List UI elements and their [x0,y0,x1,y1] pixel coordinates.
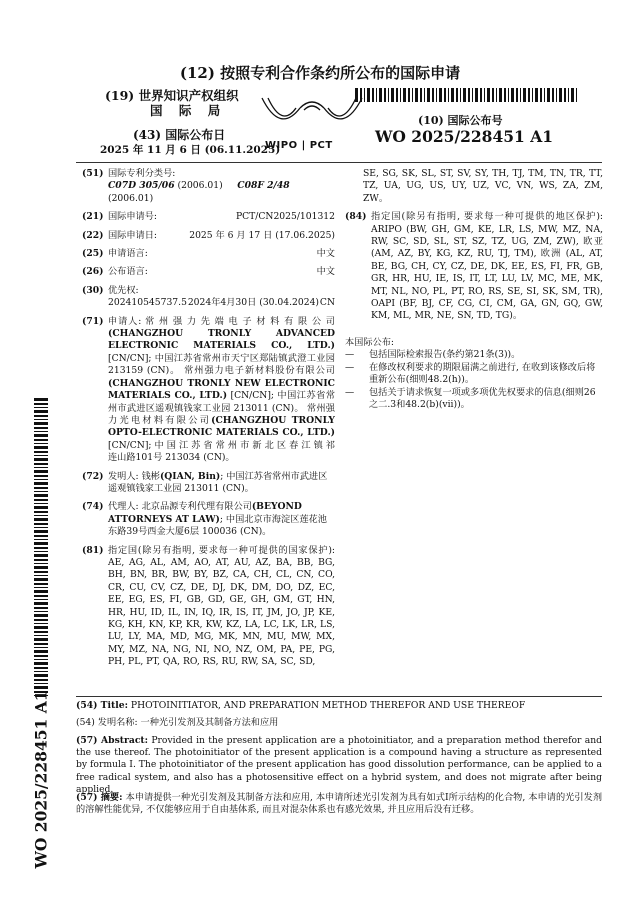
field-21: (21) 国际申请号: PCT/CN2025/101312 [82,211,335,223]
title-zh: (54) 发明名称: 一种光引发剂及其制备方法和应用 [76,717,279,728]
published-item: — 包括关于请求恢复一项或多项优先权要求的信息(细则26之二.3和48.2(b)(vii))。 [345,386,596,410]
field-30: (30) 优先权: 202410545737.5 2024年4月30日 (30.04.2024) CN [82,284,335,309]
document-title: (12) 按照专利合作条约所公布的国际申请 [179,64,461,82]
bottom-divider [76,696,602,697]
wipo-pct-logo-text: WIPO | PCT [265,140,333,151]
field-84-regional-states: (84) 指定国(除另有指明, 要求每一种可提供的地区保护): ARIPO (BW, GH, GM, KE, LR, LS, MW, MZ, NA, RW, SC, SD, SL, ST, SZ, TZ, UG, ZM, ZW), 欧亚 (AM, AZ, BY, KG, KZ, RU, TJ, TM), 欧洲 (AL, AT, BE, BG, CH, CY, CZ, DE, DK, EE, ES, FI, FR, GB, GR, HR, HU, IE, IS, IT, LT, LU, LV, MC, ME, MK, MT, NL, NO, PL, PT, RO, RS, SE, SI, SK, SM, TR), OAPI (BF, BJ, CF, CG, CI, CM, GA, GN, GQ, GW, KM, ML, MR, NE, SN, TD, TG)。 [345,211,603,322]
wipo-logo-icon [260,94,364,138]
side-publication-number: WO 2025/228451 A1 [31,690,51,869]
barcode-top-icon [355,88,577,102]
published-item: — 在修改权利要求的期限届满之前进行, 在收到该修改后将重新公布(细则48.2(h))。 [345,361,596,386]
field-74-agent: (74) 代理人: 北京品源专利代理有限公司(BEYOND ATTORNEYS AT LAW); 中国北京市海淀区莲花池东路39号西金大厦6层 100036 (CN)。 [82,501,327,538]
right-column [345,168,603,411]
organization-bureau: 国 际 局 [150,103,227,118]
abstract-en: (57) Abstract: Provided in the present application are a photoinitiator, and a preparation method therefor and the use thereof. The photoinitiator of the present application is a compound having a structure as represented by formula I. The photoinitiator of the present application has good dissolution performance, can be applied to a free radical system, and also has a photosensitive effect on a hybrid system, and does not migrate after being applied. [76,735,602,795]
field-51: (51) 国际专利分类号: C07D 305/06 (2006.01) C08F 2/48 (2006.01) [82,168,290,204]
abstract-zh: (57) 摘要: 本申请提供一种光引发剂及其制备方法和应用, 本申请所述光引发剂为具有如式I所示结构的化合物, 本申请的光引发剂的溶解性能优异, 不仅能够应用于自由基体系, 而且对混杂体系也有感光效果, 并且应用后没有迁移。 [76,792,603,816]
field-72-inventor: (72) 发明人: 钱彬(QIAN, Bin); 中国江苏省常州市武进区遥观镇钱家工业园 213011 (CN)。 [82,470,328,494]
side-barcode-icon [34,398,48,698]
field-81-continued: SE, SG, SK, SL, ST, SV, SY, TH, TJ, TM, TN, TR, TT, TZ, UA, UG, US, UY, UZ, VC, VN, WS, ZA, ZM, ZW。 [363,168,603,204]
publication-number-label: (10) 国际公布号 [418,114,503,127]
publication-number: WO 2025/228451 A1 [375,127,554,146]
header-divider [76,162,602,163]
left-column [82,168,335,672]
field-26: (26) 公布语言: 中文 [82,266,335,278]
organization-name: (19) 世界知识产权组织 [105,88,239,103]
field-22: (22) 国际申请日: 2025 年 6 月 17 日 (17.06.2025) [82,229,335,241]
publication-date: 2025 年 11 月 6 日 (06.11.2025) [100,144,281,156]
published-label: 本国际公布: [345,336,395,348]
field-81-designated-states: (81) 指定国(除另有指明, 要求每一种可提供的国家保护): AE, AG, AL, AM, AO, AT, AU, AZ, BA, BB, BG, BH, BN, BR, BW, BY, BZ, CA, CH, CL, CN, CO, CR, CU, CV, CZ, DE, DJ, DK, DM, DO, DZ, EC, EE, EG, ES, FI, GB, GD, GE, GH, GM, GT, HN, HR, HU, ID, IL, IN, IQ, IR, IS, IT, JM, JO, JP, KE, KG, KH, KN, KP, KR, KW, KZ, LA, LC, LK, LR, LS, LU, LY, MA, MD, MG, MK, MN, MU, MW, MX, MY, MZ, NA, NG, NI, NO, NZ, OM, PA, PE, PG, PH, PL, PT, QA, RO, RS, RU, RW, SA, SC, SD, [82,544,335,668]
published-list [345,349,603,411]
field-25: (25) 申请语言: 中文 [82,248,335,260]
field-71-applicants: (71) 申请人: 常 州 强 力 先 端 电 子 材 料 有 限 公 司(CHANGZHOU TRONLY ADVANCED ELECTRONIC MATERIALS CO., LTD.) [CN/CN]; 中国江苏省常州市天宁区郑陆镇武澄工业园 213159 (CN)。 常州强力电子新材料股份有限公司(CHANGZHOU TRONLY NEW ELECTRONIC MATERIALS CO., LTD.) [CN/CN]; 中国江苏省常州市武进区遥观镇钱家工业园 213011 (CN)。 常州强力光电材料有限公司(CHANGZHOU TRONLY OPTO-ELECTRONIC MATERIALS CO., LTD.) [CN/CN]; 中 国 江 苏 省 常 州 市 新 北 区 春 江 镇 祁 连山路101号 213034 (CN)。 [82,315,336,464]
publication-date-label: (43) 国际公布日 [133,128,226,142]
title-en: (54) Title: PHOTOINITIATOR, AND PREPARATION METHOD THEREFOR AND USE THEREOF [76,700,526,711]
published-item: — 包括国际检索报告(条约第21条(3))。 [345,349,521,361]
